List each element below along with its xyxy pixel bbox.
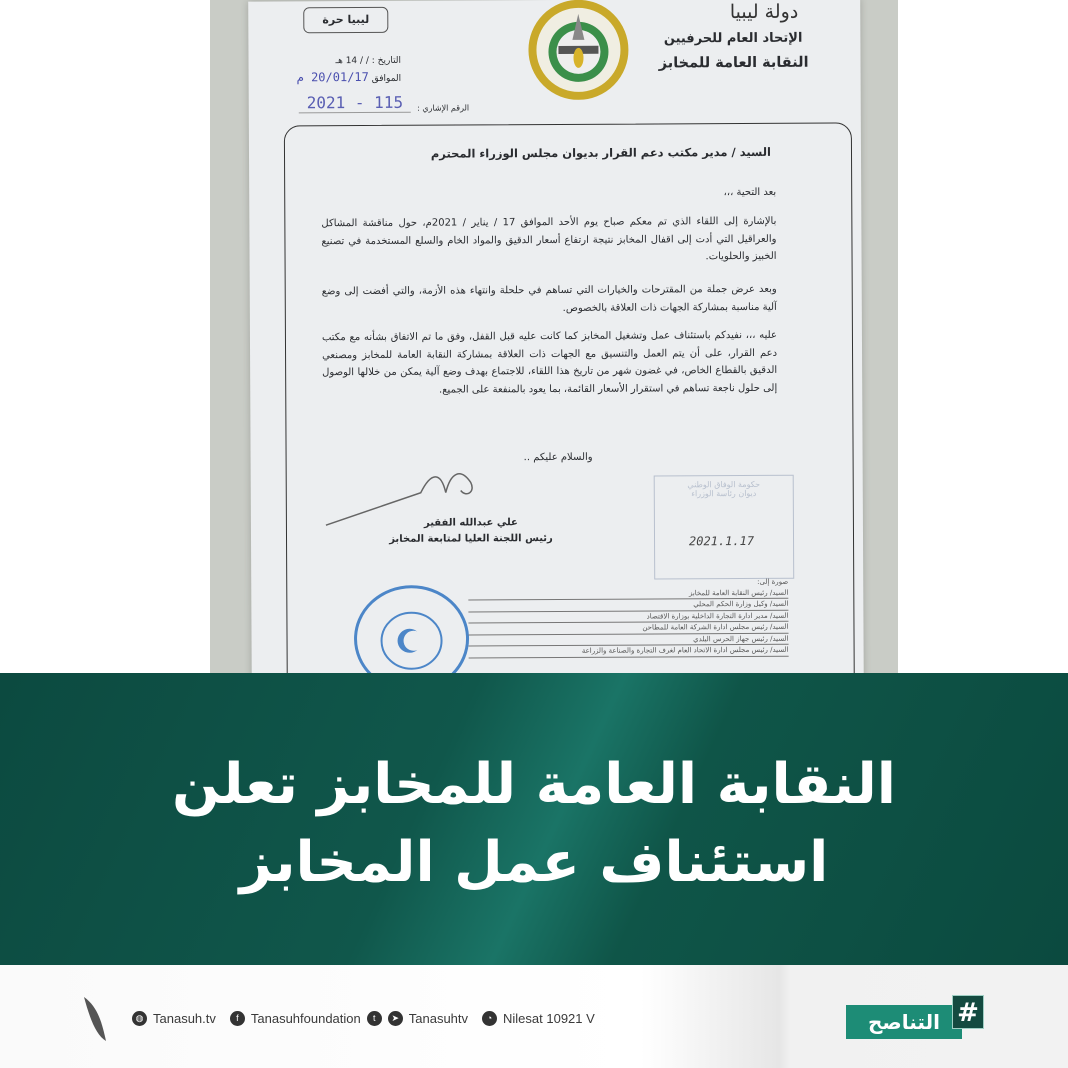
cc-item: السيد/ رئيس جهاز الحرس البلدي <box>469 633 789 646</box>
closing: والسلام عليكم .. <box>523 451 593 464</box>
corresponding-label: الموافق <box>371 73 402 84</box>
state-title: دولة ليبيا <box>729 0 799 24</box>
cc-item: السيد/ مدير ادارة التجارة الداخلية بوزارة الاقتصاد <box>468 610 788 623</box>
gregorian-date: 20/01/17 م <box>296 69 369 85</box>
received-date: 2021.1.17 <box>688 533 755 549</box>
social-links <box>132 1011 595 1026</box>
brand-logo <box>846 991 992 1041</box>
headline-band <box>0 673 1068 965</box>
headline <box>172 746 896 902</box>
footer <box>0 965 1068 1068</box>
paragraph-2: وبعد عرض جملة من المقترحات والخيارات التي تساهم في حلحلة وانتهاء هذه الأزمة، والتي أفضت إلى وضع آلية مناسبة بمشاركة الجهات ذات العلاقة بالخصوص. <box>321 283 777 314</box>
letter-paper <box>248 0 864 673</box>
social-handle-link[interactable]: Tanasuhtv <box>408 1011 469 1026</box>
cc-title: صورة إلى: <box>757 577 789 586</box>
cc-item: السيد/ رئيس مجلس ادارة الشركة العامة للمطاحن <box>468 622 788 635</box>
reference-number <box>299 92 469 113</box>
brand-name: التناصح <box>846 1005 962 1039</box>
addressee: السيد / مدير مكتب دعم القرار بديوان مجلس الوزراء المحترم <box>430 144 772 161</box>
paragraph-3: عليه ،،، نفيدكم باستئناف عمل وتشغيل المخابز كما كانت عليه قبل القفل، وفق ما تم الاتفاق بشأنه مع مكتب دعم القرار، على أن يتم العمل والتنسيق مع الجهات ذات العلاقة بمشاركة النقابة العامة للمخابز ومصنعي الدقيق بالقطاع الخاص، في غضون شهر من تاريخ هذا اللقاء، للاجتماع بهدف وضع آلية يمكن من خلالها الوصول إلى حلول ناجعة تساهم في استقرار الأسعار القائمة، بما يعود بالمنفعة على الجميع. <box>321 329 778 396</box>
document-photo <box>210 0 898 673</box>
satellite-icon: ◔ <box>482 1011 497 1026</box>
hashtag-icon: # <box>952 995 984 1029</box>
signer-name: علي عبدالله الفقير <box>423 517 518 529</box>
date-block <box>296 53 401 88</box>
satellite-frequency: Nilesat 10921 V <box>503 1011 595 1026</box>
headline-line-1: النقابة العامة للمخابز تعلن <box>172 752 896 817</box>
website-link[interactable]: Tanasuh.tv <box>153 1011 216 1026</box>
greeting: بعد التحية ،،، <box>723 186 777 199</box>
ref-label: الرقم الإشاري : <box>417 103 470 113</box>
signer-block <box>356 515 586 548</box>
twitter-icon: t <box>367 1011 382 1026</box>
headline-line-2: استئناف عمل المخابز <box>239 830 829 895</box>
cc-item: السيد/ رئيس مجلس ادارة الاتحاد العام لغرف التجارة والصناعة والزراعة <box>469 645 789 658</box>
facebook-link[interactable]: Tanasuhfoundation <box>250 1011 361 1026</box>
syndicate-name: النقابة العامة للمخابز <box>658 54 809 72</box>
motto-box: ليبيا حرة <box>303 7 388 33</box>
feather-logo-icon <box>76 995 116 1043</box>
cc-item: السيد/ وكيل وزارة الحكم المحلي <box>468 599 788 612</box>
globe-icon: ◍ <box>132 1011 147 1026</box>
state-seal-icon <box>351 580 472 673</box>
cc-list <box>468 577 788 658</box>
cc-item: السيد/ رئيس النقابة العامة للمخابز <box>468 587 788 600</box>
received-stamp: حكومة الوفاق الوطني ديوان رئاسة الوزراء <box>654 475 795 580</box>
signer-title: رئيس اللجنة العليا لمتابعة المخابز <box>389 533 553 545</box>
facebook-icon: f <box>230 1011 245 1026</box>
syndicate-emblem-icon <box>528 0 629 100</box>
telegram-icon: ➤ <box>388 1011 403 1026</box>
paragraph-1: بالإشارة إلى اللقاء الذي تم معكم صباح يوم الأحد الموافق 17 / يناير / 2021م، حول مناقشة المشاكل والعراقيل التي أدت إلى اقفال المخابز نتيجة ارتفاع أسعار الدقيق والمواد الخام والسلع المستخدمة في تصنيع الخبيز والحلويات. <box>321 215 777 263</box>
union-name: الإتحاد العام للحرفيين <box>663 30 803 47</box>
ref-value: 2021 - 115 <box>299 93 411 114</box>
hijri-date: التاريخ : / / 14 هـ <box>335 55 402 67</box>
